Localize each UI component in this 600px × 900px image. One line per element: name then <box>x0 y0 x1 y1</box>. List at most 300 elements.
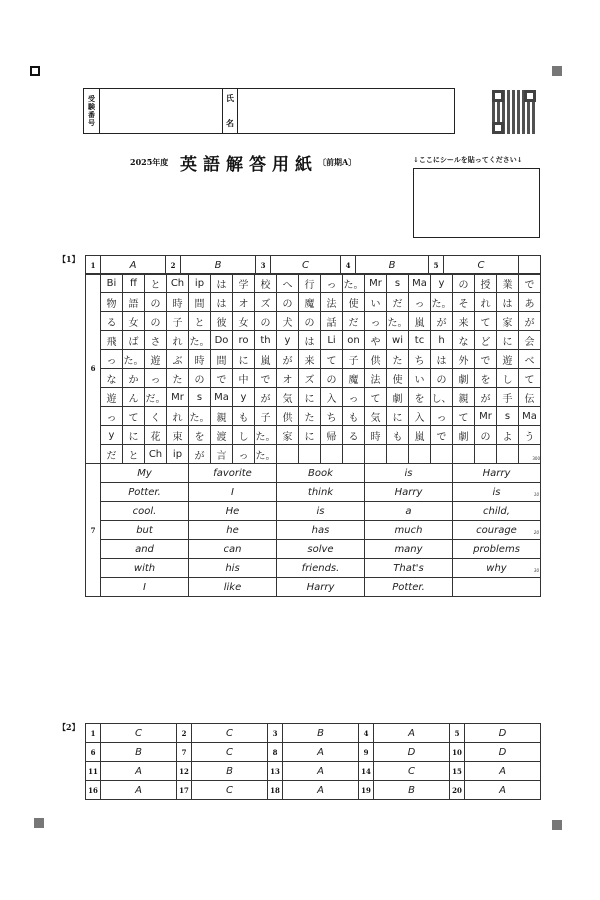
essay-cell[interactable]: か <box>123 369 145 388</box>
essay-cell[interactable]: た。 <box>255 445 277 464</box>
word-text: He <box>225 505 240 517</box>
essay-cell[interactable]: あ <box>519 293 541 312</box>
essay-cell[interactable]: th <box>255 331 277 350</box>
essay-cell[interactable]: そ <box>453 293 475 312</box>
essay-cell[interactable]: へ <box>277 274 299 293</box>
word-text: My <box>137 467 152 479</box>
word-cell[interactable] <box>277 464 365 483</box>
answer-cell[interactable]: A <box>465 781 541 800</box>
word-cell[interactable] <box>365 540 453 559</box>
essay-cell[interactable]: て <box>321 350 343 369</box>
essay-cell[interactable]: 行 <box>299 274 321 293</box>
essay-cell[interactable]: 遊 <box>145 350 167 369</box>
essay-cell[interactable]: 家 <box>497 312 519 331</box>
essay-cell[interactable]: て <box>123 407 145 426</box>
answer-cell[interactable]: B <box>374 781 450 800</box>
question-number: 19 <box>359 781 374 800</box>
exam-year: 2025年度 <box>130 157 169 167</box>
essay-cell[interactable]: で <box>255 369 277 388</box>
answer-cell[interactable]: D <box>465 743 541 762</box>
essay-cell[interactable]: 時 <box>189 350 211 369</box>
registration-mark-top-left <box>30 66 40 76</box>
essay-cell[interactable]: い <box>365 293 387 312</box>
essay-cell[interactable]: s <box>497 407 519 426</box>
answer-cell[interactable]: C <box>444 256 519 275</box>
essay-cell[interactable]: に <box>233 350 255 369</box>
word-cell[interactable] <box>453 483 541 502</box>
word-text: is <box>316 505 325 517</box>
essay-cell[interactable]: 入 <box>409 407 431 426</box>
essay-cell[interactable]: 劇 <box>453 369 475 388</box>
essay-cell[interactable] <box>519 445 541 464</box>
answer-cell[interactable]: C <box>271 256 341 275</box>
word-cell[interactable] <box>453 540 541 559</box>
essay-cell[interactable]: を <box>409 388 431 407</box>
answer-cell[interactable]: A <box>101 762 177 781</box>
essay-cell[interactable] <box>453 445 475 464</box>
answer-cell[interactable]: B <box>356 256 429 275</box>
essay-cell[interactable]: る <box>343 426 365 445</box>
essay-cell[interactable]: の <box>145 312 167 331</box>
essay-cell[interactable]: て <box>475 312 497 331</box>
essay-cell[interactable]: on <box>343 331 365 350</box>
essay-cell[interactable]: 時 <box>365 426 387 445</box>
essay-cell[interactable]: Mr <box>475 407 497 426</box>
essay-cell[interactable]: ち <box>321 407 343 426</box>
essay-cell[interactable]: s <box>189 388 211 407</box>
essay-cell[interactable]: も <box>233 407 255 426</box>
essay-cell[interactable]: y <box>277 331 299 350</box>
essay-cell[interactable]: 手 <box>497 388 519 407</box>
essay-cell[interactable]: y <box>233 388 255 407</box>
essay-cell[interactable]: 女 <box>233 312 255 331</box>
essay-cell[interactable]: は <box>211 293 233 312</box>
essay-cell[interactable]: 言 <box>211 445 233 464</box>
essay-cell[interactable]: ば <box>123 331 145 350</box>
essay-cell[interactable]: 嵐 <box>255 350 277 369</box>
word-cell[interactable] <box>101 540 189 559</box>
answer-cell[interactable]: C <box>374 762 450 781</box>
essay-cell[interactable]: 間 <box>211 350 233 369</box>
essay-cell[interactable]: 供 <box>277 407 299 426</box>
essay-cell[interactable]: っ <box>409 293 431 312</box>
essay-cell[interactable]: で <box>519 274 541 293</box>
essay-cell[interactable]: 供 <box>365 350 387 369</box>
essay-cell[interactable]: 校 <box>255 274 277 293</box>
essay-cell[interactable]: っ <box>101 407 123 426</box>
essay-cell[interactable]: う <box>519 426 541 445</box>
essay-cell[interactable]: て <box>519 369 541 388</box>
essay-cell[interactable]: 魔 <box>299 293 321 312</box>
essay-cell[interactable]: Mr <box>365 274 387 293</box>
essay-cell[interactable]: 来 <box>299 350 321 369</box>
word-cell[interactable] <box>101 521 189 540</box>
answer-cell[interactable]: D <box>374 743 450 762</box>
essay-cell[interactable]: 渡 <box>211 426 233 445</box>
essay-cell[interactable]: た <box>299 407 321 426</box>
essay-cell[interactable]: ip <box>189 274 211 293</box>
essay-cell[interactable]: 子 <box>343 350 365 369</box>
essay-cell[interactable]: っ <box>101 350 123 369</box>
word-cell[interactable] <box>365 483 453 502</box>
essay-cell[interactable]: れ <box>167 331 189 350</box>
essay-cell[interactable]: y <box>431 274 453 293</box>
essay-cell[interactable]: ど <box>475 331 497 350</box>
word-cell[interactable] <box>101 559 189 578</box>
essay-cell[interactable]: 遊 <box>101 388 123 407</box>
essay-cell[interactable]: が <box>277 350 299 369</box>
essay-cell[interactable]: た <box>167 369 189 388</box>
essay-cell[interactable]: ff <box>123 274 145 293</box>
essay-cell[interactable]: で <box>431 426 453 445</box>
essay-cell[interactable]: 束 <box>167 426 189 445</box>
essay-row <box>86 331 541 350</box>
word-cell[interactable] <box>189 521 277 540</box>
word-text: I <box>231 486 234 498</box>
essay-cell[interactable]: オ <box>277 369 299 388</box>
essay-cell[interactable]: な <box>101 369 123 388</box>
essay-cell[interactable]: に <box>497 331 519 350</box>
essay-cell[interactable]: ro <box>233 331 255 350</box>
essay-cell[interactable]: ズ <box>299 369 321 388</box>
essay-cell[interactable]: 嵐 <box>409 312 431 331</box>
essay-row <box>86 426 541 445</box>
word-text: solve <box>307 543 334 555</box>
essay-cell[interactable]: 中 <box>233 369 255 388</box>
essay-cell[interactable]: の <box>299 312 321 331</box>
essay-cell[interactable]: の <box>145 293 167 312</box>
essay-cell[interactable]: た。 <box>189 331 211 350</box>
essay-cell[interactable]: 劇 <box>387 388 409 407</box>
name-field[interactable] <box>238 89 454 133</box>
answer-cell[interactable]: C <box>192 724 268 743</box>
word-cell[interactable] <box>189 559 277 578</box>
essay-cell[interactable]: た。 <box>431 293 453 312</box>
essay-cell[interactable]: べ <box>519 350 541 369</box>
essay-cell[interactable]: Ch <box>167 274 189 293</box>
word-cell[interactable] <box>453 521 541 540</box>
essay-cell[interactable]: 使 <box>343 293 365 312</box>
word-cell[interactable] <box>365 464 453 483</box>
essay-cell[interactable]: 女 <box>123 312 145 331</box>
essay-cell[interactable]: が <box>255 388 277 407</box>
essay-row <box>86 445 541 464</box>
essay-cell[interactable] <box>299 445 321 464</box>
word-cell[interactable] <box>189 483 277 502</box>
word-cell[interactable] <box>365 502 453 521</box>
essay-cell[interactable]: 犬 <box>277 312 299 331</box>
essay-cell[interactable]: た。 <box>387 312 409 331</box>
sticker-area <box>413 168 540 238</box>
word-cell[interactable] <box>453 502 541 521</box>
word-cell[interactable] <box>189 578 277 597</box>
essay-cell[interactable]: を <box>475 369 497 388</box>
word-cell[interactable] <box>453 559 541 578</box>
essay-cell[interactable]: Ma <box>519 407 541 426</box>
essay-cell[interactable]: オ <box>233 293 255 312</box>
word-cell[interactable] <box>365 559 453 578</box>
essay-cell[interactable]: の <box>431 369 453 388</box>
word-text: Harry <box>394 486 423 498</box>
essay-cell[interactable]: だ。 <box>145 388 167 407</box>
essay-cell[interactable]: し <box>497 369 519 388</box>
essay-cell[interactable]: に <box>299 426 321 445</box>
essay-cell[interactable]: 親 <box>453 388 475 407</box>
question-number: 8 <box>268 743 283 762</box>
essay-cell[interactable]: 授 <box>475 274 497 293</box>
exam-number-field[interactable] <box>100 89 223 133</box>
essay-cell[interactable]: で <box>211 369 233 388</box>
essay-cell[interactable]: ズ <box>255 293 277 312</box>
essay-cell[interactable]: の <box>277 293 299 312</box>
essay-cell[interactable]: た。 <box>189 407 211 426</box>
essay-cell[interactable]: も <box>387 426 409 445</box>
essay-cell[interactable]: 来 <box>453 312 475 331</box>
essay-cell[interactable]: が <box>519 312 541 331</box>
answer-cell[interactable]: A <box>101 256 166 275</box>
essay-cell[interactable]: っ <box>145 369 167 388</box>
word-text: is <box>492 486 501 498</box>
word-cell[interactable] <box>365 521 453 540</box>
essay-cell[interactable]: の <box>453 274 475 293</box>
essay-cell[interactable]: な <box>453 331 475 350</box>
essay-cell[interactable]: や <box>365 331 387 350</box>
essay-cell[interactable]: で <box>475 350 497 369</box>
essay-cell[interactable]: に <box>123 426 145 445</box>
answer-cell[interactable]: A <box>374 724 450 743</box>
essay-cell[interactable]: 法 <box>321 293 343 312</box>
word-row <box>86 483 541 502</box>
word-cell[interactable] <box>101 578 189 597</box>
essay-cell[interactable] <box>475 445 497 464</box>
essay-cell[interactable]: っ <box>431 407 453 426</box>
essay-cell[interactable]: て <box>365 388 387 407</box>
word-cell[interactable] <box>277 502 365 521</box>
essay-cell[interactable]: 業 <box>497 274 519 293</box>
question-number: 10 <box>450 743 465 762</box>
word-cell[interactable] <box>277 521 365 540</box>
essay-cell[interactable]: は <box>211 274 233 293</box>
essay-cell[interactable]: は <box>497 293 519 312</box>
essay-cell[interactable]: 花 <box>145 426 167 445</box>
word-cell[interactable] <box>277 540 365 559</box>
essay-cell[interactable] <box>409 445 431 464</box>
essay-cell[interactable]: 嵐 <box>409 426 431 445</box>
essay-cell[interactable]: Do <box>211 331 233 350</box>
answer-cell[interactable]: A <box>283 781 359 800</box>
essay-cell[interactable]: Bi <box>101 274 123 293</box>
essay-cell[interactable]: く <box>145 407 167 426</box>
essay-cell[interactable]: だ <box>387 293 409 312</box>
word-cell[interactable] <box>189 464 277 483</box>
essay-cell[interactable]: 子 <box>167 312 189 331</box>
essay-cell[interactable]: て <box>453 407 475 426</box>
essay-cell[interactable]: る <box>101 312 123 331</box>
essay-cell[interactable]: ぶ <box>167 350 189 369</box>
essay-cell[interactable]: 帰 <box>321 426 343 445</box>
answer-cell[interactable]: D <box>465 724 541 743</box>
essay-cell[interactable] <box>387 445 409 464</box>
answer-cell[interactable]: A <box>283 762 359 781</box>
essay-cell[interactable]: 入 <box>321 388 343 407</box>
essay-cell[interactable]: 劇 <box>453 426 475 445</box>
essay-cell[interactable]: 語 <box>123 293 145 312</box>
essay-cell[interactable]: れ <box>475 293 497 312</box>
essay-cell[interactable] <box>277 445 299 464</box>
essay-cell[interactable]: し、 <box>431 388 453 407</box>
word-cell[interactable] <box>277 578 365 597</box>
word-row <box>86 521 541 540</box>
word-cell[interactable] <box>277 559 365 578</box>
word-text: Potter. <box>392 581 425 593</box>
word-text: I <box>143 581 146 593</box>
answer-cell[interactable]: A <box>101 781 177 800</box>
answer-row <box>86 781 541 800</box>
essay-cell[interactable]: 遊 <box>497 350 519 369</box>
word-cell[interactable] <box>453 578 541 597</box>
essay-cell[interactable]: よ <box>497 426 519 445</box>
answer-row <box>86 743 541 762</box>
essay-cell[interactable]: 気 <box>365 407 387 426</box>
word-cell[interactable] <box>101 464 189 483</box>
answer-cell[interactable]: C <box>192 781 268 800</box>
word-text: Harry <box>482 467 511 479</box>
word-text: Book <box>308 467 333 479</box>
word-cell[interactable] <box>453 464 541 483</box>
essay-cell[interactable]: 伝 <box>519 388 541 407</box>
essay-cell[interactable]: が <box>189 445 211 464</box>
essay-cell[interactable]: Ma <box>409 274 431 293</box>
essay-cell[interactable]: 気 <box>277 388 299 407</box>
essay-cell[interactable] <box>365 445 387 464</box>
essay-cell[interactable] <box>431 445 453 464</box>
answer-cell[interactable]: B <box>181 256 256 275</box>
essay-cell[interactable]: の <box>475 426 497 445</box>
essay-cell[interactable]: 子 <box>255 407 277 426</box>
word-text: problems <box>473 543 520 555</box>
essay-cell[interactable]: Li <box>321 331 343 350</box>
essay-cell[interactable]: い <box>409 369 431 388</box>
essay-cell[interactable]: h <box>431 331 453 350</box>
essay-cell[interactable]: ち <box>409 350 431 369</box>
essay-cell[interactable]: ん <box>123 388 145 407</box>
essay-cell[interactable]: と <box>189 312 211 331</box>
essay-cell[interactable]: 法 <box>365 369 387 388</box>
essay-cell[interactable]: し <box>233 426 255 445</box>
essay-cell[interactable]: 会 <box>519 331 541 350</box>
answer-cell[interactable]: C <box>101 724 177 743</box>
essay-cell[interactable]: tc <box>409 331 431 350</box>
word-cell[interactable] <box>101 483 189 502</box>
essay-cell[interactable]: の <box>189 369 211 388</box>
question-number: 9 <box>359 743 374 762</box>
essay-cell[interactable]: Ch <box>145 445 167 464</box>
word-cell[interactable] <box>277 483 365 502</box>
essay-cell[interactable] <box>497 445 519 464</box>
page-title: 英語解答用紙 <box>180 155 318 175</box>
essay-cell[interactable]: が <box>475 388 497 407</box>
essay-cell[interactable]: 彼 <box>211 312 233 331</box>
essay-cell[interactable]: ip <box>167 445 189 464</box>
essay-cell[interactable]: は <box>431 350 453 369</box>
essay-cell[interactable]: た。 <box>123 350 145 369</box>
answer-cell[interactable]: B <box>283 724 359 743</box>
answer-cell[interactable]: B <box>101 743 177 762</box>
essay-cell[interactable]: っ <box>233 445 255 464</box>
essay-cell[interactable] <box>343 445 365 464</box>
essay-cell[interactable]: た。 <box>255 426 277 445</box>
essay-cell[interactable]: さ <box>145 331 167 350</box>
essay-cell[interactable]: 家 <box>277 426 299 445</box>
word-cell[interactable] <box>189 502 277 521</box>
word-text: with <box>133 562 156 574</box>
essay-cell[interactable]: れ <box>167 407 189 426</box>
essay-cell[interactable]: 時 <box>167 293 189 312</box>
essay-cell[interactable]: は <box>299 331 321 350</box>
essay-cell[interactable]: 飛 <box>101 331 123 350</box>
answer-cell[interactable]: A <box>465 762 541 781</box>
answer-cell[interactable]: A <box>283 743 359 762</box>
question-7-word-grid <box>85 463 541 597</box>
essay-cell[interactable]: に <box>387 407 409 426</box>
essay-cell[interactable]: も <box>343 407 365 426</box>
essay-cell[interactable]: だ <box>343 312 365 331</box>
word-cell[interactable] <box>189 540 277 559</box>
essay-cell[interactable]: 魔 <box>343 369 365 388</box>
essay-cell[interactable]: s <box>387 274 409 293</box>
essay-cell[interactable]: を <box>189 426 211 445</box>
word-row <box>86 464 541 483</box>
essay-cell[interactable]: に <box>299 388 321 407</box>
essay-cell[interactable]: 使 <box>387 369 409 388</box>
word-count-marker: 10 <box>533 492 539 497</box>
essay-cell[interactable]: と <box>123 445 145 464</box>
section-2-answer-table <box>85 723 541 800</box>
essay-cell[interactable]: 話 <box>321 312 343 331</box>
essay-cell[interactable]: 間 <box>189 293 211 312</box>
essay-cell[interactable]: た <box>387 350 409 369</box>
essay-cell[interactable]: 物 <box>101 293 123 312</box>
word-text: can <box>223 543 242 555</box>
essay-cell[interactable]: の <box>321 369 343 388</box>
essay-cell[interactable]: 親 <box>211 407 233 426</box>
question-number: 7 <box>86 464 101 597</box>
essay-cell[interactable]: っ <box>343 388 365 407</box>
essay-cell[interactable]: 外 <box>453 350 475 369</box>
question-number: 3 <box>268 724 283 743</box>
exam-term: 〔前期A〕 <box>318 157 357 167</box>
word-row <box>86 540 541 559</box>
answer-cell[interactable]: B <box>192 762 268 781</box>
word-text: favorite <box>213 467 252 479</box>
answer-cell[interactable]: C <box>192 743 268 762</box>
essay-cell[interactable]: 学 <box>233 274 255 293</box>
essay-cell[interactable]: y <box>101 426 123 445</box>
essay-cell[interactable]: だ <box>101 445 123 464</box>
essay-cell[interactable]: が <box>431 312 453 331</box>
essay-cell[interactable]: の <box>255 312 277 331</box>
essay-cell[interactable]: wi <box>387 331 409 350</box>
essay-cell[interactable] <box>321 445 343 464</box>
essay-cell[interactable]: っ <box>365 312 387 331</box>
essay-cell[interactable]: っ <box>321 274 343 293</box>
essay-cell[interactable]: た。 <box>343 274 365 293</box>
essay-cell[interactable]: Ma <box>211 388 233 407</box>
word-cell[interactable] <box>365 578 453 597</box>
essay-cell[interactable]: Mr <box>167 388 189 407</box>
essay-cell[interactable]: と <box>145 274 167 293</box>
word-cell[interactable] <box>101 502 189 521</box>
